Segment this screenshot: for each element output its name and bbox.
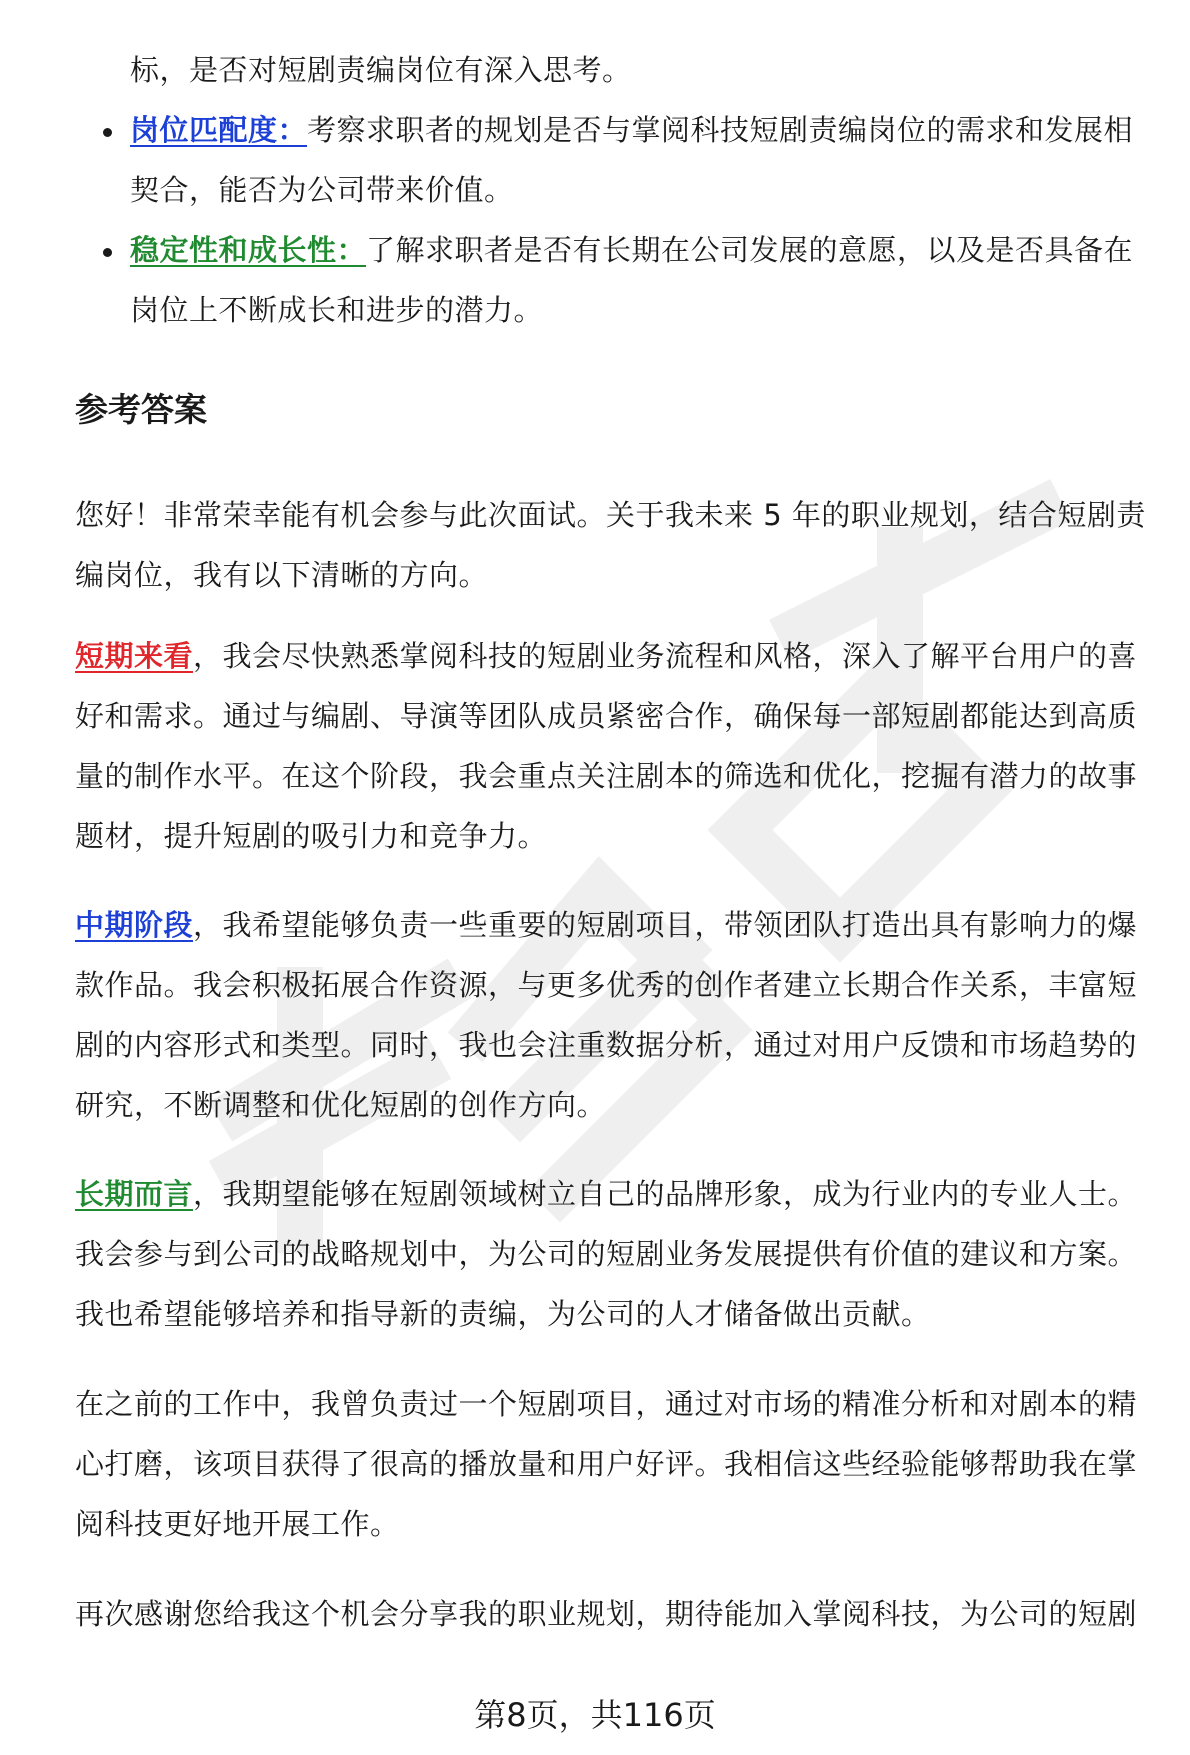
- text-line: 心打磨，该项目获得了很高的播放量和用户好评。我相信这些经验能够帮助我在掌: [75, 1447, 1138, 1481]
- text-line: 题材，提升短剧的吸引力和竞争力。: [75, 819, 548, 853]
- paragraph-intro: [75, 485, 1160, 605]
- text-line: 在之前的工作中，我曾负责过一个短剧项目，通过对市场的精准分析和对剧本的精: [75, 1387, 1138, 1421]
- bullet-icon: [103, 248, 112, 257]
- text-line: 剧的内容形式和类型。同时，我也会注重数据分析，通过对用户反馈和市场趋势的: [75, 1028, 1138, 1062]
- text-line: 款作品。我会积极拓展合作资源，与更多优秀的创作者建立长期合作关系，丰富短: [75, 968, 1138, 1002]
- text-line: 再次感谢您给我这个机会分享我的职业规划，期待能加入掌阅科技，为公司的短剧: [75, 1597, 1138, 1631]
- text-line: 编岗位，我有以下清晰的方向。: [75, 558, 489, 592]
- text-span: 了解求职者是否有长期在公司发展的意愿，以及是否具备在: [366, 233, 1134, 267]
- text-line: [75, 895, 1160, 955]
- text-line: 研究，不断调整和优化短剧的创作方向。: [75, 1088, 607, 1122]
- section-heading: 参考答案: [75, 390, 207, 429]
- bullet-icon: [103, 128, 112, 137]
- keyword-link[interactable]: 长期而言: [75, 1177, 194, 1211]
- text-line: [130, 220, 1160, 280]
- text-line: 阅科技更好地开展工作。: [75, 1507, 400, 1541]
- text-line: 量的制作水平。在这个阶段，我会重点关注剧本的筛选和优化，挖掘有潜力的故事: [75, 759, 1138, 793]
- bullet-list: [75, 40, 1160, 340]
- text-line: [75, 1164, 1160, 1224]
- keyword-link[interactable]: 岗位匹配度：: [130, 113, 308, 147]
- keyword-link[interactable]: 中期阶段: [75, 908, 194, 942]
- text-span: ，我期望能够在短剧领域树立自己的品牌形象，成为行业内的专业人士。: [193, 1177, 1138, 1211]
- text-line: 好和需求。通过与编剧、导演等团队成员紧密合作，确保每一部短剧都能达到高质: [75, 699, 1138, 733]
- paragraph-closing: [75, 1584, 1160, 1644]
- paragraph-long-term: [75, 1164, 1160, 1344]
- text-line: 标，是否对短剧责编岗位有深入思考。: [130, 53, 632, 87]
- text-line: 我也希望能够培养和指导新的责编，为公司的人才储备做出贡献。: [75, 1297, 931, 1331]
- text-span: ，我希望能够负责一些重要的短剧项目，带领团队打造出具有影响力的爆: [193, 908, 1138, 942]
- text-line: [75, 626, 1160, 686]
- text-span: ，我会尽快熟悉掌阅科技的短剧业务流程和风格，深入了解平台用户的喜: [193, 639, 1138, 673]
- bullet-item-continuation: [75, 40, 1160, 100]
- text-span: 考察求职者的规划是否与掌阅科技短剧责编岗位的需求和发展相: [307, 113, 1134, 147]
- keyword-link[interactable]: 短期来看: [75, 639, 194, 673]
- keyword-link[interactable]: 稳定性和成长性：: [130, 233, 367, 267]
- page-number: 第8页，共116页: [474, 1696, 716, 1734]
- text-line: 契合，能否为公司带来价值。: [130, 173, 514, 207]
- bullet-item-stability: [75, 220, 1160, 340]
- text-line: 岗位上不断成长和进步的潜力。: [130, 293, 544, 327]
- text-line: 您好！非常荣幸能有机会参与此次面试。关于我未来 5 年的职业规划，结合短剧责: [75, 498, 1146, 532]
- paragraph-mid-term: [75, 895, 1160, 1135]
- bullet-item-position-fit: [75, 100, 1160, 220]
- paragraph-experience: [75, 1374, 1160, 1554]
- text-line: [130, 100, 1160, 160]
- paragraph-short-term: [75, 626, 1160, 866]
- text-line: 我会参与到公司的战略规划中，为公司的短剧业务发展提供有价值的建议和方案。: [75, 1237, 1138, 1271]
